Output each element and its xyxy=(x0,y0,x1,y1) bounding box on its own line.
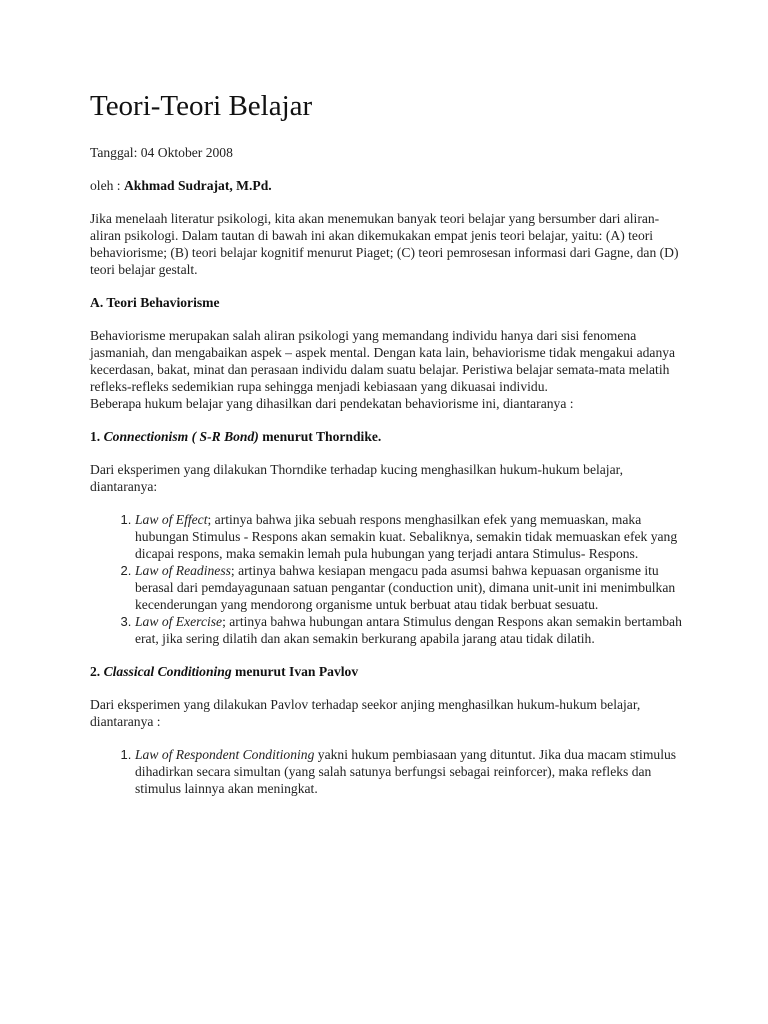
list-item-term: Law of Effect xyxy=(135,512,208,527)
list-item xyxy=(135,562,690,613)
publish-date: Tanggal: 04 Oktober 2008 xyxy=(90,145,233,160)
section-2-heading xyxy=(90,663,690,680)
list-item-term: Law of Readiness xyxy=(135,563,231,578)
section-a-body-2: Beberapa hukum belajar yang dihasilkan dari pendekatan behaviorisme ini, diantaranya : xyxy=(90,396,574,411)
section-2-number: 2. xyxy=(90,664,104,679)
list-item-text: yakni hukum pembiasaan yang dituntut. Jika dua macam stimulus dihadirkan secara simultan (yang salah satunya berfungsi sebagai reinforcer), maka refleks dan stimulus lainnya akan meningkat. xyxy=(135,747,677,796)
document-title: Teori-Teori Belajar xyxy=(90,90,313,122)
list-item xyxy=(135,613,690,647)
section-a-body: Behaviorisme merupakan salah aliran psikologi yang memandang individu hanya dari sisi fenomena jasmaniah, dan mengabaikan aspek – aspek mental. Dengan kata lain, behaviorisme tidak mengakui adanya kecerdasan, bakat, minat dan perasaan individu dalam suatu belajar. Peristiwa belajar semata-mata melatih refleks-refleks sedemikian rupa sehingga menjadi kebiasaan yang dikuasai individu. xyxy=(90,328,676,394)
list-item-text: ; artinya bahwa kesiapan mengacu pada asumsi bahwa kepuasan organisme itu berasal dari pemdayagunaan satuan pengantar (conduction unit), dimana unit-unit ini menimbulkan kecenderungan yang mendorong organisme untuk berbuat atau tidak berbuat sesuatu. xyxy=(135,563,676,612)
author-name: Akhmad Sudrajat, M.Pd. xyxy=(123,178,272,193)
list-item xyxy=(135,746,690,797)
list-item-text: ; artinya bahwa jika sebuah respons menghasilkan efek yang memuaskan, maka hubungan Stimulus - Respons akan semakin kuat. Sebaliknya, semakin tidak memuaskan efek yang dicapai respons, maka semakin lemah pula hubungan yang terjadi antara Stimulus- Respons. xyxy=(135,512,678,561)
list-item-text: ; artinya bahwa hubungan antara Stimulus dengan Respons akan semakin bertambah erat, jika sering dilatih dan akan semakin berkurang apabila jarang atau tidak dilatih. xyxy=(135,614,682,646)
section-2-intro: Dari eksperimen yang dilakukan Pavlov terhadap seekor anjing menghasilkan hukum-hukum belajar, diantaranya : xyxy=(90,697,641,729)
author-line xyxy=(90,177,690,194)
list-item-term: Law of Exercise xyxy=(135,614,223,629)
list-item xyxy=(135,511,690,562)
section-2-list xyxy=(90,746,690,797)
section-1-title-rest: menurut Thorndike. xyxy=(258,429,382,444)
section-1-italic-title: Connectionism ( S-R Bond) xyxy=(103,429,259,444)
section-2-italic-title: Classical Conditioning xyxy=(103,664,232,679)
section-a-heading: A. Teori Behaviorisme xyxy=(90,295,220,310)
section-1-heading xyxy=(90,428,690,445)
section-1-list xyxy=(90,511,690,647)
intro-paragraph: Jika menelaah literatur psikologi, kita akan menemukan banyak teori belajar yang bersumber dari aliran-aliran psikologi. Dalam tautan di bawah ini akan dikemukakan empat jenis teori belajar, yaitu: (A) teori behaviorisme; (B) teori belajar kognitif menurut Piaget; (C) teori pemrosesan informasi dari Gagne, dan (D) teori belajar gestalt. xyxy=(90,211,679,277)
list-item-term: Law of Respondent Conditioning xyxy=(135,747,315,762)
section-1-intro: Dari eksperimen yang dilakukan Thorndike terhadap kucing menghasilkan hukum-hukum belajar, diantaranya: xyxy=(90,462,623,494)
document-page xyxy=(90,88,690,813)
section-2-title-rest: menurut Ivan Pavlov xyxy=(231,664,359,679)
author-prefix: oleh : xyxy=(90,178,124,193)
section-1-number: 1. xyxy=(90,429,104,444)
